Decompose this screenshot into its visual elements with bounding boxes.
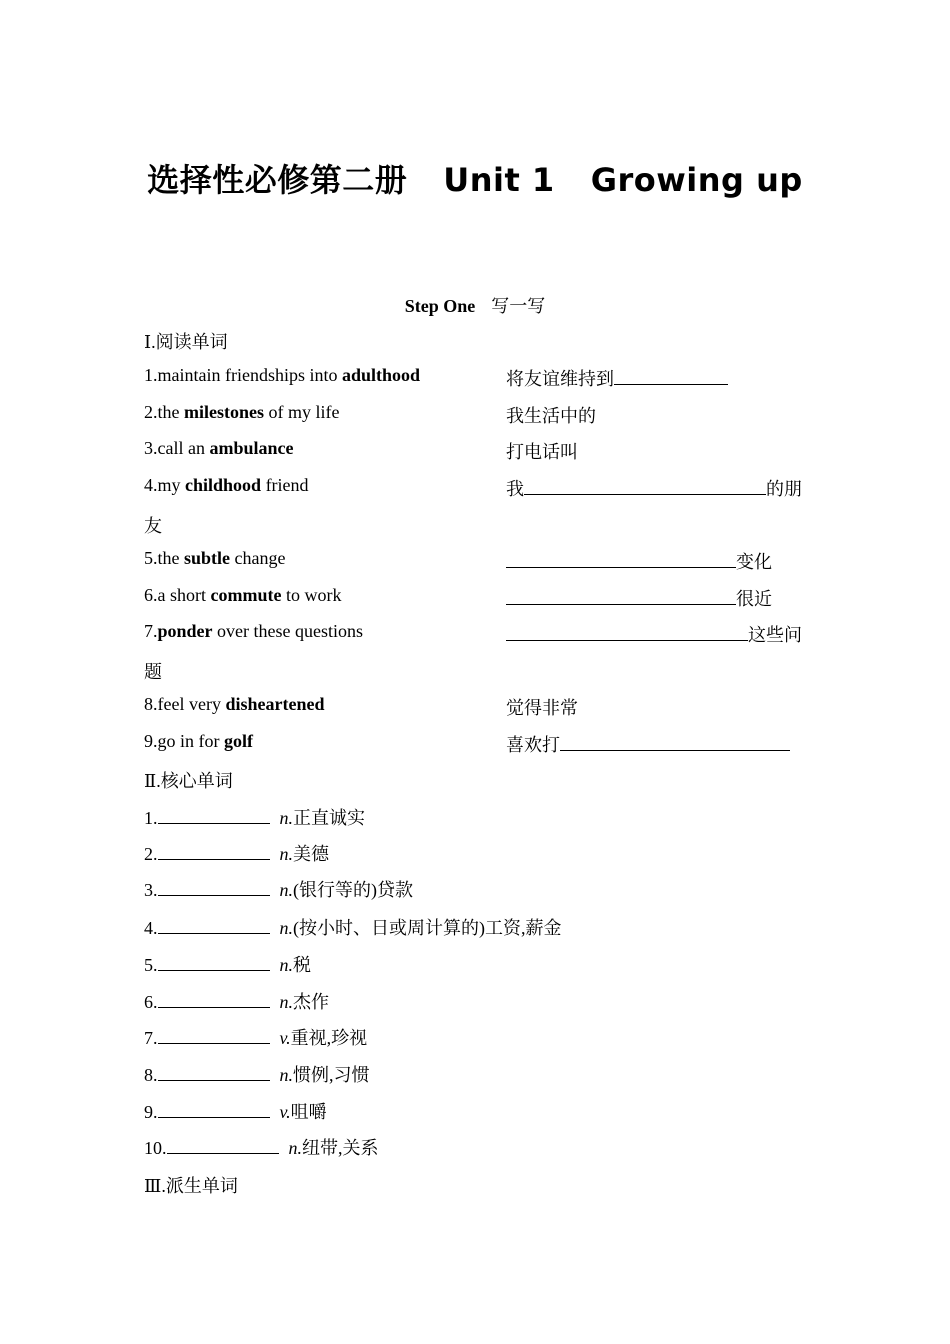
- reading-phrase: 9.go in for golf: [144, 731, 253, 751]
- step-heading: [0, 292, 950, 318]
- step-cn: 写一写: [491, 296, 546, 316]
- core-word-item-4: 4. n.(按小时、日或周计算的)工资,薪金: [144, 918, 562, 938]
- reading-item-1: [144, 365, 824, 391]
- core-word-item-6: 6. n.杰作: [144, 992, 329, 1012]
- core-word-item-2: 2. n.美德: [144, 844, 329, 864]
- reading-item-6: [144, 585, 824, 611]
- title-topic: Growing up: [590, 161, 803, 199]
- reading-translation: 将友谊维持到: [506, 365, 728, 391]
- reading-item-3: [144, 438, 824, 464]
- line-continuation: 友: [144, 516, 162, 536]
- core-word-item-3: 3. n.(银行等的)贷款: [144, 880, 413, 900]
- reading-phrase: 5.the subtle change: [144, 548, 286, 568]
- reading-phrase: 8.feel very disheartened: [144, 694, 325, 714]
- reading-item-9: [144, 731, 824, 757]
- reading-phrase: 4.my childhood friend: [144, 475, 309, 495]
- answer-blank[interactable]: [158, 1063, 270, 1081]
- page-title: [0, 155, 950, 201]
- reading-item-4: [144, 475, 824, 501]
- reading-translation: 变化: [506, 548, 772, 574]
- answer-blank[interactable]: [158, 990, 270, 1008]
- answer-blank[interactable]: [158, 1026, 270, 1044]
- reading-translation: 我 的朋: [506, 479, 802, 499]
- reading-phrase: 7.ponder over these questions: [144, 621, 363, 641]
- core-word-item-5: 5. n.税: [144, 955, 311, 975]
- reading-item-5: [144, 548, 824, 574]
- reading-phrase: 6.a short commute to work: [144, 585, 342, 605]
- reading-translation: 我生活中的: [506, 406, 596, 426]
- line-continuation: 题: [144, 662, 162, 682]
- core-word-item-1: 1. n.正直诚实: [144, 808, 365, 828]
- answer-blank[interactable]: [167, 1136, 279, 1154]
- answer-blank[interactable]: [158, 806, 270, 824]
- answer-blank[interactable]: [158, 878, 270, 896]
- answer-blank[interactable]: [524, 477, 766, 495]
- reading-translation: 这些问: [506, 621, 802, 647]
- answer-blank[interactable]: [614, 367, 728, 385]
- answer-blank[interactable]: [506, 623, 748, 641]
- answer-blank[interactable]: [158, 916, 270, 934]
- reading-item-2: [144, 402, 824, 428]
- title-unit: Unit 1: [443, 161, 555, 199]
- reading-translation: 喜欢打: [506, 731, 790, 757]
- reading-item-7: [144, 621, 824, 647]
- reading-translation: 很近: [506, 585, 772, 611]
- reading-phrase: 1.maintain friendships into adulthood: [144, 365, 421, 385]
- answer-blank[interactable]: [506, 587, 736, 605]
- section-1-heading: Ⅰ.阅读单词: [144, 332, 228, 352]
- answer-blank[interactable]: [158, 1100, 270, 1118]
- reading-phrase: 2.the milestones of my life: [144, 402, 340, 422]
- core-word-item-10: 10. n.纽带,关系: [144, 1138, 379, 1158]
- section-3-heading: Ⅲ.派生单词: [144, 1176, 238, 1196]
- core-word-item-8: 8. n.惯例,习惯: [144, 1065, 370, 1085]
- answer-blank[interactable]: [158, 953, 270, 971]
- answer-blank[interactable]: [506, 550, 736, 568]
- reading-phrase: 3.call an ambulance: [144, 438, 294, 458]
- title-book: 选择性必修第二册: [147, 161, 408, 199]
- core-word-item-9: 9. v.咀嚼: [144, 1102, 327, 1122]
- reading-translation: 打电话叫: [506, 442, 578, 462]
- section-2-heading: Ⅱ.核心单词: [144, 771, 233, 791]
- step-label: Step One: [404, 296, 476, 316]
- reading-translation: 觉得非常: [506, 698, 578, 718]
- answer-blank[interactable]: [158, 842, 270, 860]
- answer-blank[interactable]: [560, 733, 790, 751]
- core-word-item-7: 7. v.重视,珍视: [144, 1028, 368, 1048]
- reading-item-8: [144, 694, 824, 720]
